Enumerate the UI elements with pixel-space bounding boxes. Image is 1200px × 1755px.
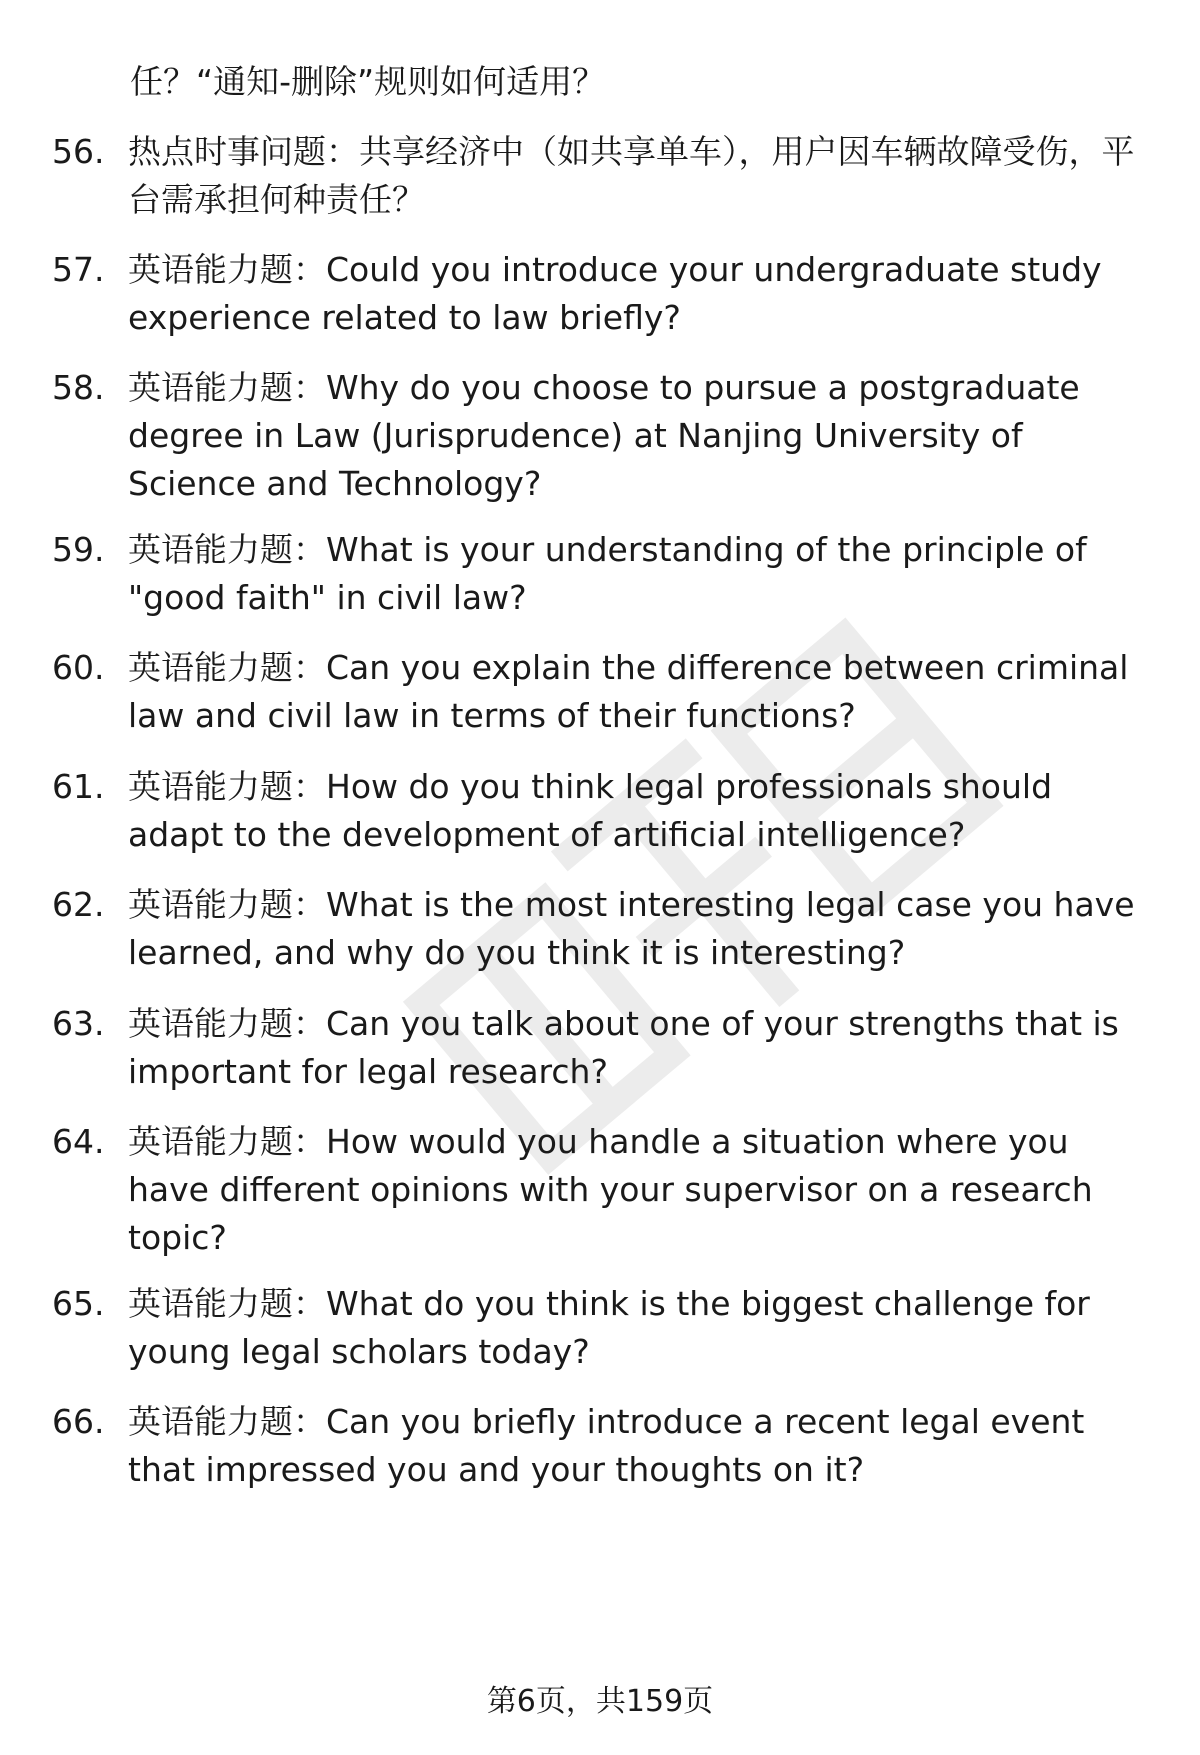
question-number: 60. <box>52 648 105 687</box>
question-number: 62. <box>52 885 105 924</box>
list-item <box>52 128 1152 224</box>
question-number: 59. <box>52 530 105 569</box>
page-footer: 第6页，共159页 <box>486 1684 714 1719</box>
question-text: 英语能力题：How do you think legal professionals should adapt to the development of artificial intelligence? <box>128 767 1053 854</box>
question-number: 61. <box>52 767 105 806</box>
question-text: 英语能力题：Can you talk about one of your strengths that is important for legal research? <box>128 1004 1119 1091</box>
question-number: 58. <box>52 368 105 407</box>
question-number: 66. <box>52 1402 105 1441</box>
list-item <box>52 881 1152 977</box>
list-item <box>52 1398 1152 1494</box>
continued-question-text: 任？“通知-删除”规则如何适用？ <box>130 62 606 101</box>
question-text: 英语能力题：Could you introduce your undergraduate study experience related to law briefly? <box>128 250 1102 337</box>
list-item <box>52 246 1152 342</box>
list-item <box>52 1000 1152 1096</box>
list-item <box>52 1280 1152 1376</box>
list-item <box>52 1118 1152 1262</box>
question-number: 65. <box>52 1284 105 1323</box>
question-number: 63. <box>52 1004 105 1043</box>
list-item <box>52 364 1152 508</box>
question-text: 英语能力题：What is the most interesting legal case you have learned, and why do you think it is interesting? <box>128 885 1135 972</box>
question-text: 英语能力题：Can you explain the difference between criminal law and civil law in terms of their functions? <box>128 648 1129 735</box>
question-text: 英语能力题：Why do you choose to pursue a postgraduate degree in Law (Jurisprudence) at Nanjing University of Science and Technology? <box>128 368 1080 503</box>
question-text: 英语能力题：What do you think is the biggest challenge for young legal scholars today? <box>128 1284 1090 1371</box>
list-item <box>52 526 1152 622</box>
list-item <box>52 644 1152 740</box>
list-item <box>52 763 1152 859</box>
question-number: 64. <box>52 1122 105 1161</box>
question-text: 热点时事问题：共享经济中（如共享单车），用户因车辆故障受伤，平台需承担何种责任？ <box>128 132 1135 219</box>
question-text: 英语能力题：Can you briefly introduce a recent legal event that impressed you and your thoughts on it? <box>128 1402 1085 1489</box>
question-text: 英语能力题：How would you handle a situation where you have different opinions with your supervisor on a research topic? <box>128 1122 1093 1257</box>
question-number: 57. <box>52 250 105 289</box>
question-text: 英语能力题：What is your understanding of the principle of "good faith" in civil law? <box>128 530 1087 617</box>
question-number: 56. <box>52 132 105 171</box>
